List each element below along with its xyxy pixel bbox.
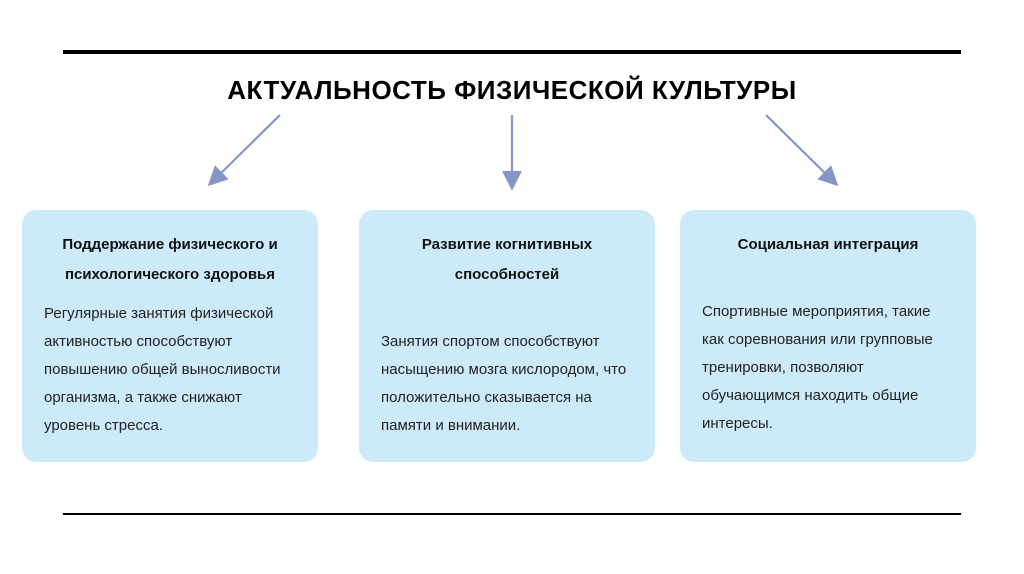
card-physical-health [22,210,318,462]
card-body: Спортивные мероприятия, такие как соревнования или групповые тренировки, позволяют обучающимся находить общие интересы. [702,303,933,432]
top-divider [63,50,961,54]
card-title: Развитие когнитивных способностей [421,236,593,283]
card-body: Занятия спортом способствуют насыщению мозга кислородом, что положительно сказывается на памяти и внимании. [381,333,627,434]
arrow-right [766,115,832,180]
page-title: АКТУАЛЬНОСТЬ ФИЗИЧЕСКОЙ КУЛЬТУРЫ [227,75,797,105]
card-social-integration [680,210,976,462]
card-row [0,210,1024,465]
card-body: Регулярные занятия физической активностью способствуют повышению общей выносливости организма, а также снижают уровень стресса. [44,305,281,434]
card-title: Поддержание физического и психологического здоровья [62,236,278,283]
card-cognitive-development [359,210,655,462]
card-title: Социальная интеграция [737,236,919,253]
arrow-left [214,115,280,180]
bottom-divider [63,513,961,515]
